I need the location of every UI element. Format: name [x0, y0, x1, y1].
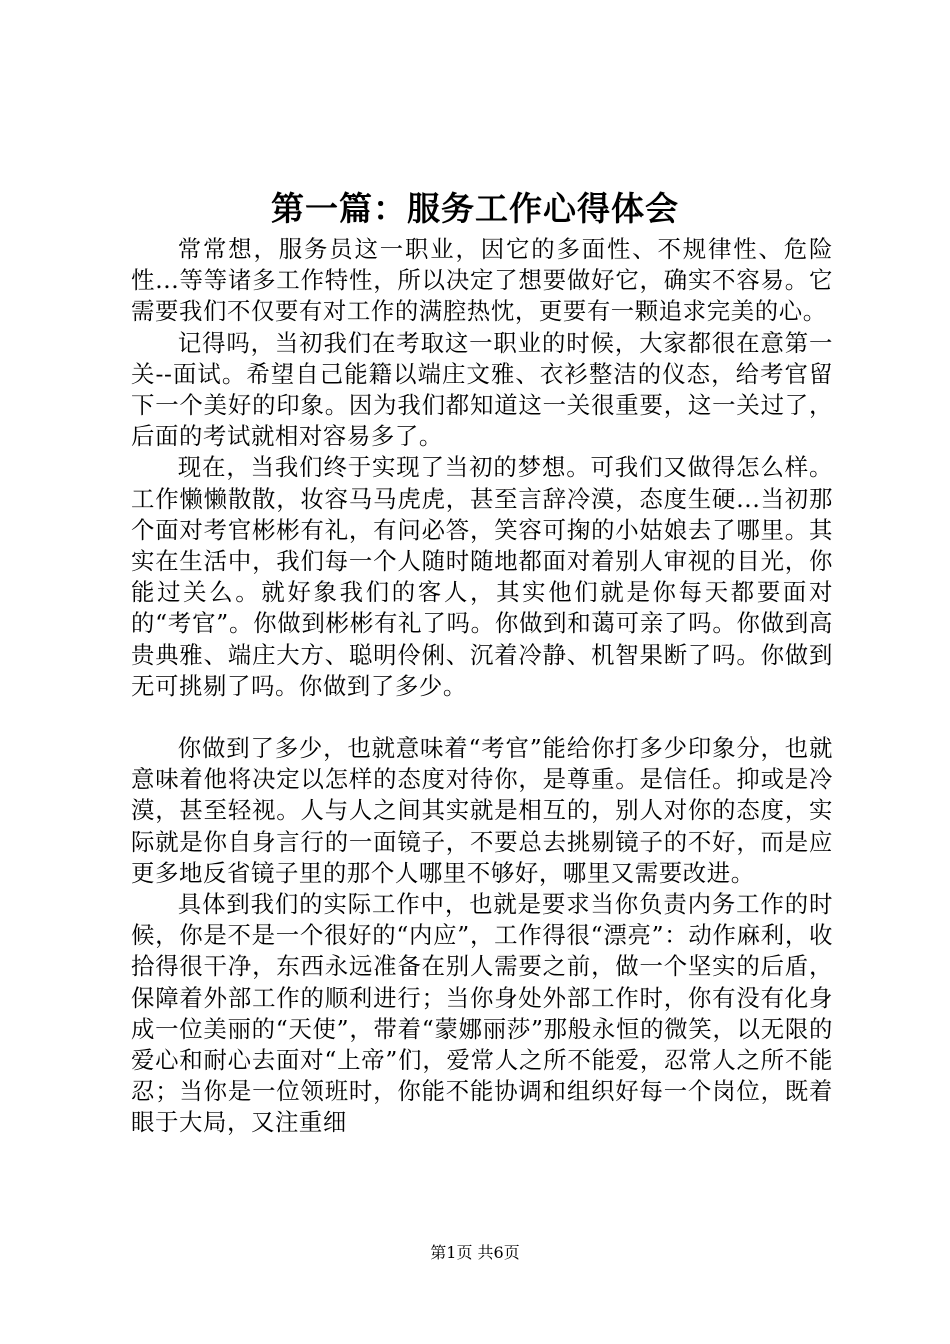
paragraph-1: 常常想，服务员这一职业，因它的多面性、不规律性、危险性...等等诸多工作特性，所以决定了想要做好它，确实不容易。它需要我们不仅要有对工作的满腔热忱，更要有一颗追求完美的心。 [131, 235, 833, 326]
document-title: 第一篇：服务工作心得体会 [271, 189, 679, 228]
paragraph-5: 具体到我们的实际工作中，也就是要求当你负责内务工作的时候，你是不是一个很好的“内应”，工作得很“漂亮”：动作麻利，收拾得很干净，东西永远准备在别人需要之前，做一个坚实的后盾，保障着外部工作的顺利进行；当你身处外部工作时，你有没有化身成一位美丽的“天使”，带着“蒙娜丽莎”那般永恒的微笑，以无限的爱心和耐心去面对“上帝”们，爱常人之所不能爱，忍常人之所不能忍；当你是一位领班时，你能不能协调和组织好每一个岗位，既着眼于大局，又注重细 [131, 890, 833, 1137]
page-footer: 第1页 共6页 [430, 1243, 520, 1262]
paragraph-4: 你做到了多少，也就意味着“考官”能给你打多少印象分，也就意味着他将决定以怎样的态度对待你，是尊重。是信任。抑或是冷漠，甚至轻视。人与人之间其实就是相互的，别人对你的态度，实际就是你自身言行的一面镜子，不要总去挑剔镜子的不好，而是应更多地反省镜子里的那个人哪里不够好，哪里又需要改进。 [131, 734, 833, 887]
paragraph-2: 记得吗，当初我们在考取这一职业的时候，大家都很在意第一关--面试。希望自己能籍以端庄文雅、衣衫整洁的仪态，给考官留下一个美好的印象。因为我们都知道这一关很重要，这一关过了，后面的考试就相对容易多了。 [131, 328, 833, 451]
paragraph-3: 现在，当我们终于实现了当初的梦想。可我们又做得怎么样。工作懒懒散散，妆容马马虎虎，甚至言辞冷漠，态度生硬...当初那个面对考官彬彬有礼，有问必答，笑容可掬的小姑娘去了哪里。其实在生活中，我们每一个人随时随地都面对着别人审视的目光，你能过关么。就好象我们的客人，其实他们就是你每天都要面对的“考官”。你做到彬彬有礼了吗。你做到和蔼可亲了吗。你做到高贵典雅、端庄大方、聪明伶俐、沉着冷静、机智果断了吗。你做到无可挑剔了吗。你做到了多少。 [131, 453, 833, 700]
document-body [131, 234, 833, 1139]
